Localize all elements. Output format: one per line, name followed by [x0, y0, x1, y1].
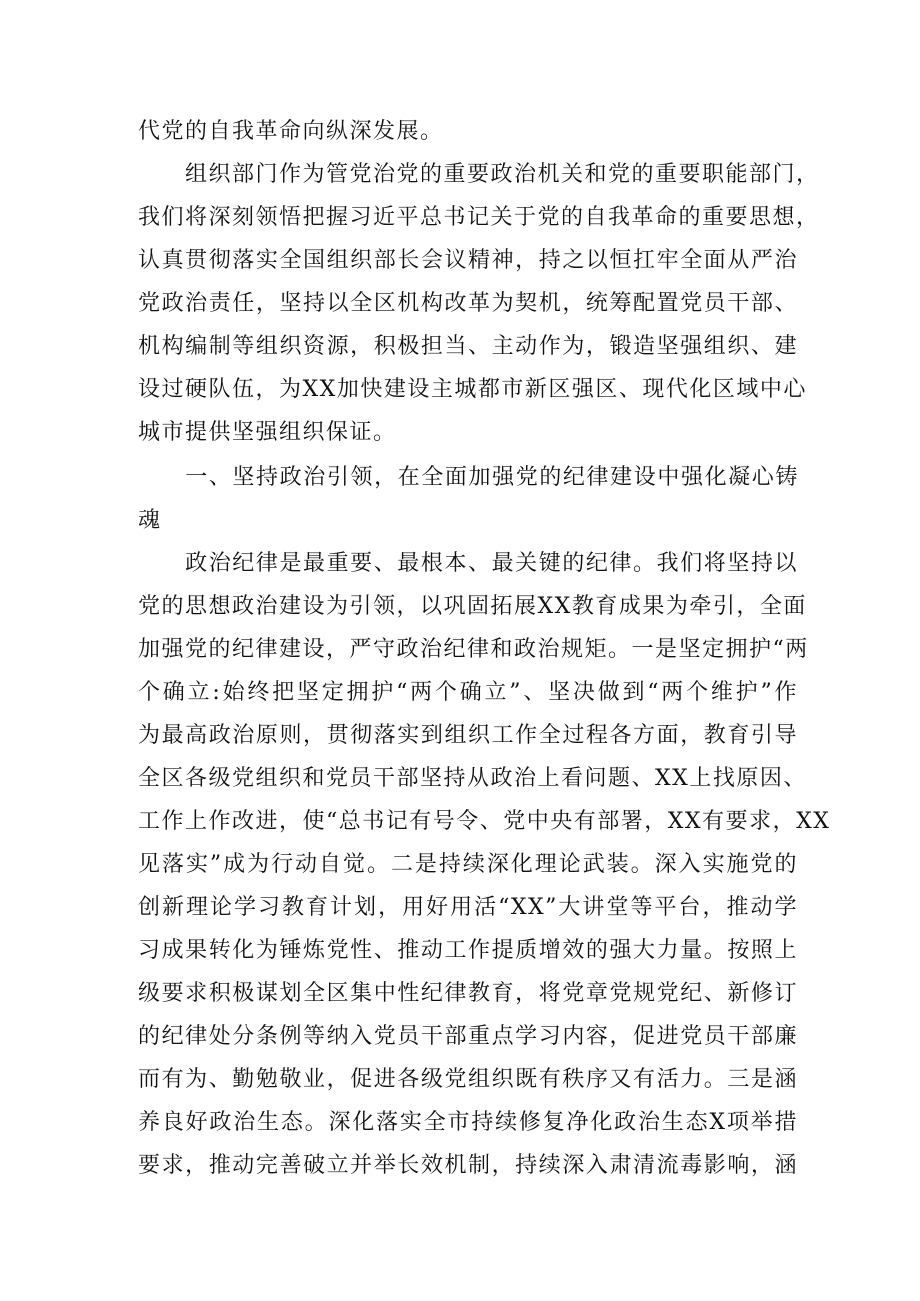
- text-line: 工作上作改进，使“总书记有号令、党中央有部署，XX有要求，XX: [138, 809, 831, 834]
- heading-line: 一、坚持政治引领，在全面加强党的纪律建设中强化凝心铸: [138, 465, 798, 490]
- text-line: 而有为、勤勉敬业，促进各级党组织既有秩序又有活力。三是涵: [138, 1067, 798, 1092]
- section-heading: [138, 456, 798, 542]
- text-line: 见落实”成为行动自觉。二是持续深化理论武装。深入实施党的: [138, 852, 798, 877]
- paragraph-continuation: [138, 110, 798, 153]
- text-line: 的纪律处分条例等纳入党员干部重点学习内容，促进党员干部廉: [138, 1024, 798, 1049]
- text-line: 要求，推动完善破立并举长效机制，持续深入肃清流毒影响，涵: [138, 1153, 798, 1178]
- paragraph-intro: [138, 153, 820, 454]
- text-line: 城市提供坚强组织保证。: [138, 420, 397, 445]
- document-body: [138, 110, 831, 1187]
- text-line: 创新理论学习教育计划，用好用活“XX”大讲堂等平台，推动学: [138, 895, 798, 920]
- text-line: 组织部门作为管党治党的重要政治机关和党的重要职能部门，: [138, 162, 820, 187]
- text-line: 习成果转化为锤炼党性、推动工作提质增效的强大力量。按照上: [138, 938, 798, 963]
- paragraph-political-discipline: [138, 542, 831, 1187]
- text-line: 党的思想政治建设为引领，以巩固拓展XX教育成果为牵引，全面: [138, 594, 807, 619]
- text-line: 个确立:始终把坚定拥护“两个确立”、坚决做到“两个维护”作: [138, 680, 798, 705]
- text-line: 认真贯彻落实全国组织部长会议精神，持之以恒扛牢全面从严治: [138, 248, 798, 273]
- text-line: 机构编制等组织资源，积极担当、主动作为，锻造坚强组织、建: [138, 334, 798, 359]
- text-line: 代党的自我革命向纵深发展。: [138, 119, 444, 144]
- heading-line: 魂: [138, 508, 161, 533]
- text-line: 政治纪律是最重要、最根本、最关键的纪律。我们将坚持以: [138, 551, 798, 576]
- text-line: 设过硬队伍，为XX加快建设主城都市新区强区、现代化区域中心: [138, 377, 807, 402]
- text-line: 养良好政治生态。深化落实全市持续修复净化政治生态X项举措: [138, 1110, 798, 1135]
- text-line: 加强党的纪律建设，严守政治纪律和政治规矩。一是坚定拥护“两: [138, 637, 809, 662]
- text-line: 全区各级党组织和党员干部坚持从政治上看问题、XX上找原因、: [138, 766, 807, 791]
- text-line: 为最高政治原则，贯彻落实到组织工作全过程各方面，教育引导: [138, 723, 798, 748]
- text-line: 党政治责任，坚持以全区机构改革为契机，统筹配置党员干部、: [138, 291, 798, 316]
- text-line: 级要求积极谋划全区集中性纪律教育，将党章党规党纪、新修订: [138, 981, 798, 1006]
- text-line: 我们将深刻领悟把握习近平总书记关于党的自我革命的重要思想，: [138, 205, 820, 230]
